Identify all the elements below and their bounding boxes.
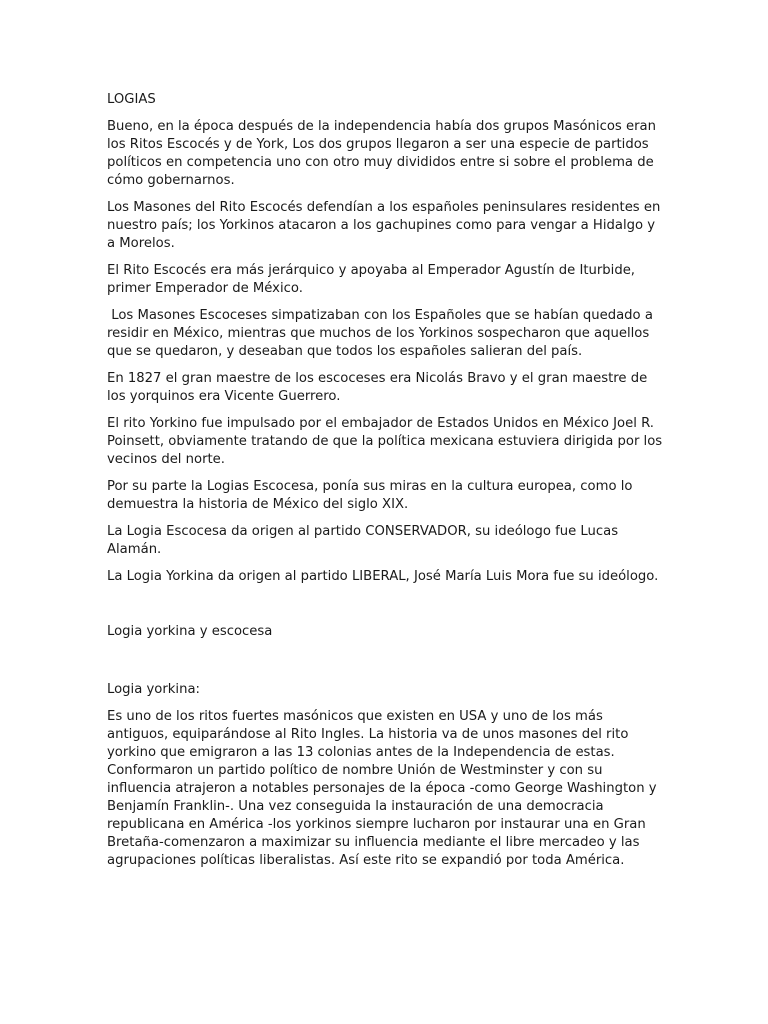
paragraph-9: La Logia Yorkina da origen al partido LIBERAL, José María Luis Mora fue su ideólogo.: [107, 569, 659, 584]
paragraph-3: El Rito Escocés era más jerárquico y apoyaba al Emperador Agustín de Iturbide, primer Emperador de México.: [107, 263, 636, 296]
subsection-paragraph-1: Es uno de los ritos fuertes masónicos que existen en USA y uno de los más antiguos, equiparándose al Rito Ingles. La historia va de unos masones del rito yorkino que emigraron a las 13 colonias antes de la Independencia de estas. Conformaron un partido político de nombre Unión de Westminster y con su influencia atrajeron a notables personajes de la época -como George Washington y Benjamín Franklin-. Una vez conseguida la instauración de una democracia republicana en América -los yorkinos siempre lucharon por instaurar una en Gran Bretaña-comenzaron a maximizar su influencia mediante el libre mercadeo y las agrupaciones políticas liberalistas. Así este rito se expandió por toda América.: [107, 709, 657, 868]
paragraph-8: La Logia Escocesa da origen al partido CONSERVADOR, su ideólogo fue Lucas Alamán.: [107, 524, 619, 557]
spacer: [107, 641, 667, 669]
paragraph-7: Por su parte la Logias Escocesa, ponía sus miras en la cultura europea, como lo demuestra la historia de México del siglo XIX.: [107, 479, 633, 512]
subsection-title: Logia yorkina:: [107, 682, 200, 697]
document-page: [107, 91, 667, 879]
paragraph-2: Los Masones del Rito Escocés defendían a los españoles peninsulares residentes en nuestro país; los Yorkinos atacaron a los gachupines como para vengar a Hidalgo y a Morelos.: [107, 200, 661, 251]
paragraph-5: En 1827 el gran maestre de los escoceses era Nicolás Bravo y el gran maestre de los yorquinos era Vicente Guerrero.: [107, 371, 648, 404]
paragraph-6: El rito Yorkino fue impulsado por el embajador de Estados Unidos en México Joel R. Poinsett, obviamente tratando de que la política mexicana estuviera dirigida por los vecinos del norte.: [107, 416, 663, 467]
spacer: [107, 595, 667, 623]
section-title: Logia yorkina y escocesa: [107, 624, 273, 639]
document-title: LOGIAS: [107, 92, 156, 107]
paragraph-4: Los Masones Escoceses simpatizaban con los Españoles que se habían quedado a residir en México, mientras que muchos de los Yorkinos sospecharon que aquellos que se quedaron, y deseaban que todos los españoles salieran del país.: [107, 308, 658, 359]
paragraph-1: Bueno, en la época después de la independencia había dos grupos Masónicos eran los Ritos Escocés y de York, Los dos grupos llegaron a ser una especie de partidos políticos en competencia uno con otro muy divididos entre si sobre el problema de cómo gobernarnos.: [107, 119, 656, 188]
